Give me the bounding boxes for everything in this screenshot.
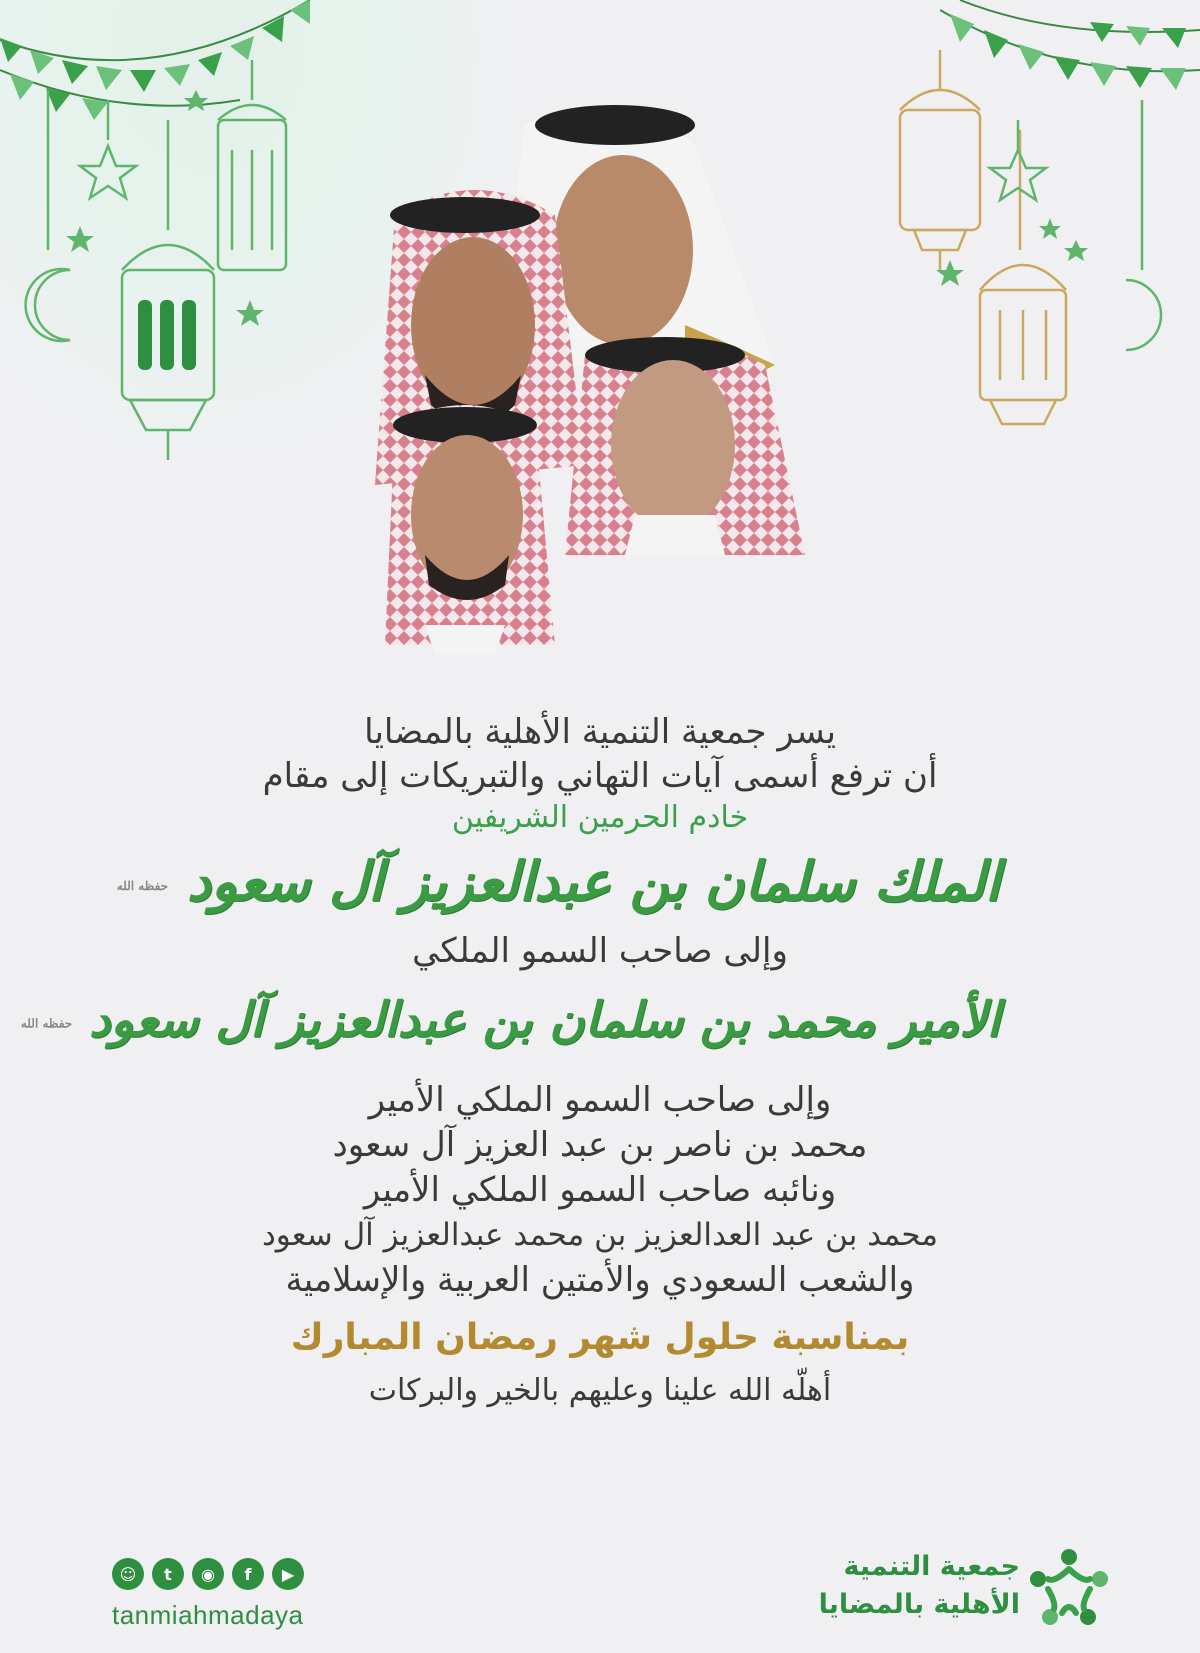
right-lanterns-decoration [880,0,1200,470]
left-lanterns-decoration [0,0,320,470]
king-honorific: حفظه الله [116,878,169,893]
organization-logo [1024,1543,1114,1633]
blessing-line: أهلّه الله علينا وعليهم بالخير والبركات [368,1373,832,1409]
crown-prince-name: الأمير محمد بن سلمان بن عبدالعزيز آل سعود [88,991,1000,1048]
instagram-icon[interactable]: ◉ [192,1558,224,1590]
greeting-message [20,710,1000,1413]
portrait-prince-right [565,337,805,555]
king-name-calligraphy [116,846,1000,921]
crescent-moon-icon [26,269,70,341]
social-handle[interactable]: tanmiahmadaya [112,1600,304,1630]
occasion-headline: بمناسبة حلول شهر رمضان المبارك [290,1317,910,1359]
greeting-line-4: وإلى صاحب السمو الملكي الأمير [368,1080,832,1121]
greeting-line-8: والشعب السعودي والأمتين العربية والإسلامية [285,1260,915,1301]
organization-name [819,1548,1020,1624]
youtube-icon[interactable]: ▶ [272,1558,304,1590]
crown-prince-name-calligraphy [20,985,1000,1059]
king-name: الملك سلمان بن عبدالعزيز آل سعود [186,849,1000,913]
greeting-line-3: وإلى صاحب السمو الملكي [412,930,788,971]
greeting-line-1: يسر جمعية التنمية الأهلية بالمضايا [364,712,836,752]
royal-portraits-image [355,85,855,655]
twitter-icon[interactable]: t [152,1558,184,1590]
greeting-line-5: محمد بن ناصر بن عبد العزيز آل سعود [332,1125,868,1166]
org-name-line-2: الأهلية بالمضايا [818,1589,1020,1620]
greeting-line-2: أن ترفع أسمى آيات التهاني والتبريكات إلى مقام [262,756,938,796]
title-custodian: خادم الحرمين الشريفين [451,800,749,835]
portrait-prince-left [385,405,555,655]
social-icons-row [112,1558,304,1590]
snapchat-icon[interactable]: ☺ [112,1558,144,1590]
greeting-line-7: محمد بن عبد العدالعزيز بن محمد عبدالعزيز آل سعود [261,1217,939,1254]
facebook-icon[interactable]: f [232,1558,264,1590]
star-icon [80,146,136,198]
greeting-line-6: ونائبه صاحب السمو الملكي الأمير [363,1170,837,1211]
crown-prince-honorific: حفظه الله [20,1016,73,1031]
org-name-line-1: جمعية التنمية [843,1551,1020,1582]
